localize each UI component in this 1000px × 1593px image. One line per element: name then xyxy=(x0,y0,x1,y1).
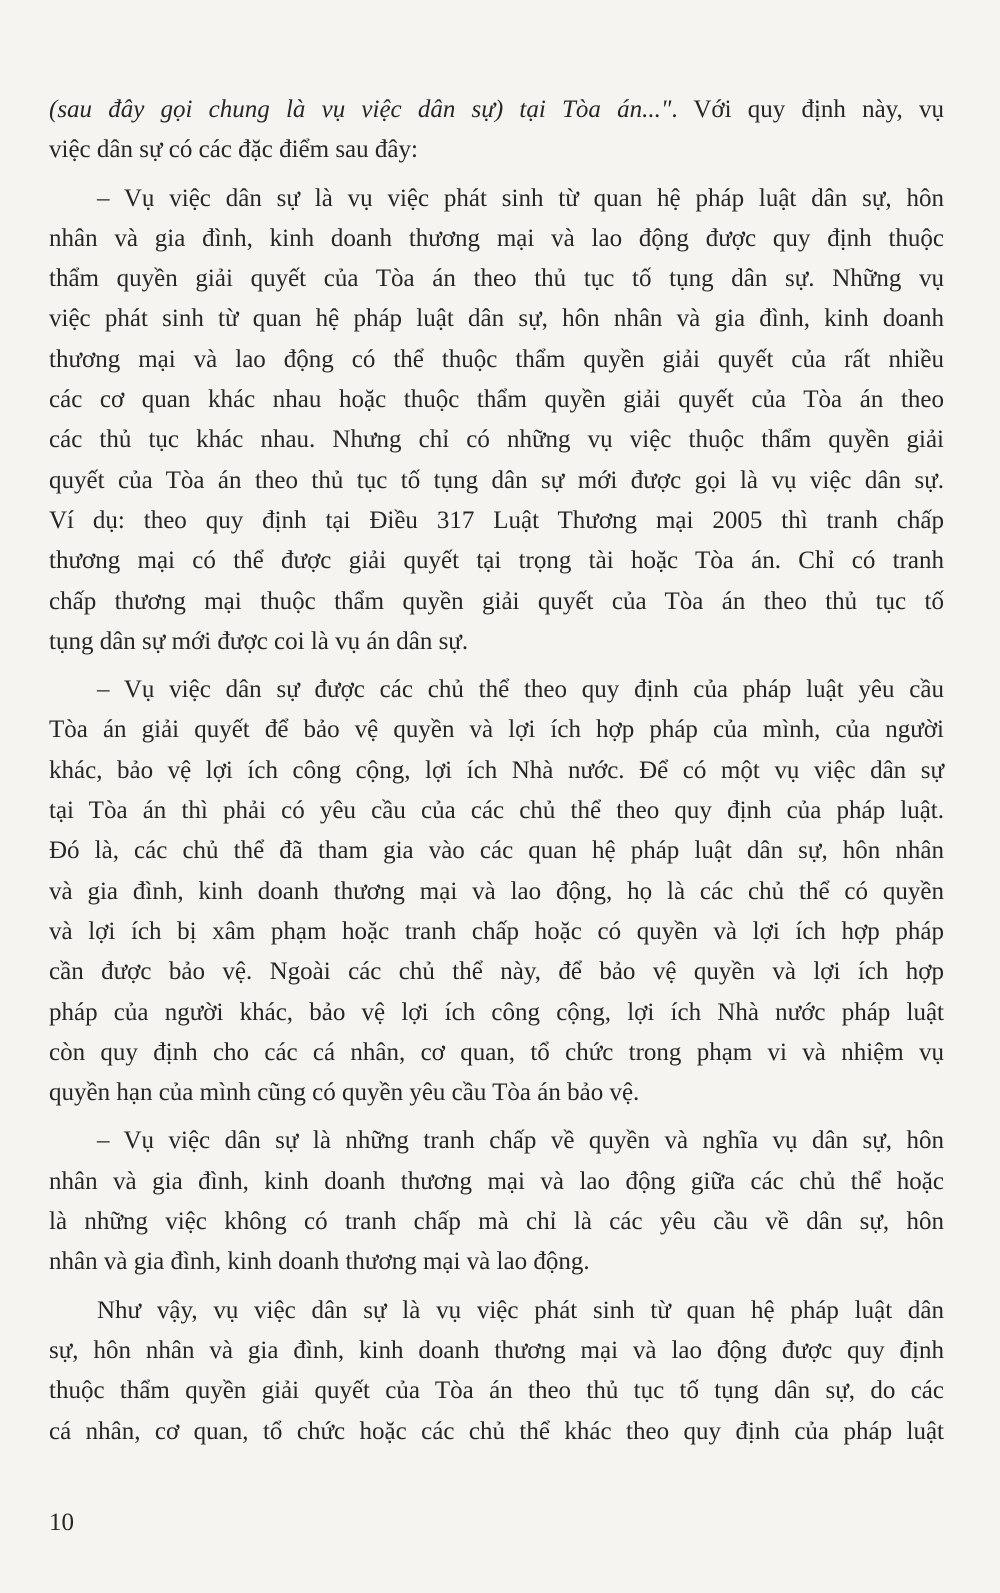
italic-quote: (sau đây gọi chung là vụ việc dân sự) tại Tòa án..." xyxy=(49,96,672,123)
text-line: quyết của Tòa án theo thủ tục tố tụng dân sự mới được gọi là vụ việc dân sự. xyxy=(49,466,944,494)
text-line: nhân và gia đình, kinh doanh thương mại và lao động giữa các chủ thể hoặc xyxy=(49,1167,944,1195)
text-line: còn quy định cho các cá nhân, cơ quan, tổ chức trong phạm vi và nhiệm vụ xyxy=(49,1038,944,1066)
text-line: – Vụ việc dân sự là vụ việc phát sinh từ quan hệ pháp luật dân sự, hôn xyxy=(97,184,944,212)
text-line: nhân và gia đình, kinh doanh thương mại và lao động. xyxy=(49,1248,590,1276)
text-line: cá nhân, cơ quan, tổ chức hoặc các chủ thể khác theo quy định của pháp luật xyxy=(49,1417,944,1445)
text-line: thẩm quyền giải quyết của Tòa án theo thủ tục tố tụng dân sự. Những vụ xyxy=(49,265,944,293)
text-line: quyền hạn của mình cũng có quyền yêu cầu Tòa án bảo vệ. xyxy=(49,1079,640,1107)
text-line: và lợi ích bị xâm phạm hoặc tranh chấp hoặc có quyền và lợi ích hợp pháp xyxy=(49,917,944,945)
text-line: Như vậy, vụ việc dân sự là vụ việc phát sinh từ quan hệ pháp luật dân xyxy=(97,1296,944,1324)
text-line: Đó là, các chủ thể đã tham gia vào các quan hệ pháp luật dân sự, hôn nhân xyxy=(49,837,944,865)
text-line: – Vụ việc dân sự được các chủ thể theo quy định của pháp luật yêu cầu xyxy=(97,676,944,704)
body-text xyxy=(49,90,944,1452)
text-line: thương mại có thể được giải quyết tại trọng tài hoặc Tòa án. Chỉ có tranh xyxy=(49,547,944,575)
text-line: là những việc không có tranh chấp mà chỉ là các yêu cầu về dân sự, hôn xyxy=(49,1208,944,1236)
text-line xyxy=(49,90,944,130)
text-line: thuộc thẩm quyền giải quyết của Tòa án theo thủ tục tố tụng dân sự, do các xyxy=(49,1377,944,1405)
text-line: việc dân sự có các đặc điểm sau đây: xyxy=(49,136,418,164)
text-line: khác, bảo vệ lợi ích công cộng, lợi ích Nhà nước. Để có một vụ việc dân sự xyxy=(49,756,944,784)
text-line: chấp thương mại thuộc thẩm quyền giải quyết của Tòa án theo thủ tục tố xyxy=(49,587,944,615)
text-line: – Vụ việc dân sự là những tranh chấp về quyền và nghĩa vụ dân sự, hôn xyxy=(97,1127,944,1155)
text-line: các thủ tục khác nhau. Nhưng chỉ có những vụ việc thuộc thẩm quyền giải xyxy=(49,426,944,454)
text-run: . Với quy định này, vụ xyxy=(671,96,945,123)
text-line: nhân và gia đình, kinh doanh thương mại và lao động được quy định thuộc xyxy=(49,224,944,252)
text-line: Ví dụ: theo quy định tại Điều 317 Luật Thương mại 2005 thì tranh chấp xyxy=(49,506,944,534)
text-line: pháp của người khác, bảo vệ lợi ích công cộng, lợi ích Nhà nước pháp luật xyxy=(49,998,944,1026)
text-line: việc phát sinh từ quan hệ pháp luật dân sự, hôn nhân và gia đình, kinh doanh xyxy=(49,305,944,333)
text-line: tại Tòa án thì phải có yêu cầu của các chủ thể theo quy định của pháp luật. xyxy=(49,797,944,825)
text-line: Tòa án giải quyết để bảo vệ quyền và lợi ích hợp pháp của mình, của người xyxy=(49,716,944,744)
text-line: các cơ quan khác nhau hoặc thuộc thẩm quyền giải quyết của Tòa án theo xyxy=(49,386,944,414)
text-line: cần được bảo vệ. Ngoài các chủ thể này, để bảo vệ quyền và lợi ích hợp xyxy=(49,958,944,986)
text-line: tụng dân sự mới được coi là vụ án dân sự. xyxy=(49,627,469,655)
text-line: sự, hôn nhân và gia đình, kinh doanh thương mại và lao động được quy định xyxy=(49,1336,944,1364)
text-line: và gia đình, kinh doanh thương mại và lao động, họ là các chủ thể có quyền xyxy=(49,877,944,905)
text-line: thương mại và lao động có thể thuộc thẩm quyền giải quyết của rất nhiều xyxy=(49,345,944,373)
page-number: 10 xyxy=(49,1509,74,1536)
